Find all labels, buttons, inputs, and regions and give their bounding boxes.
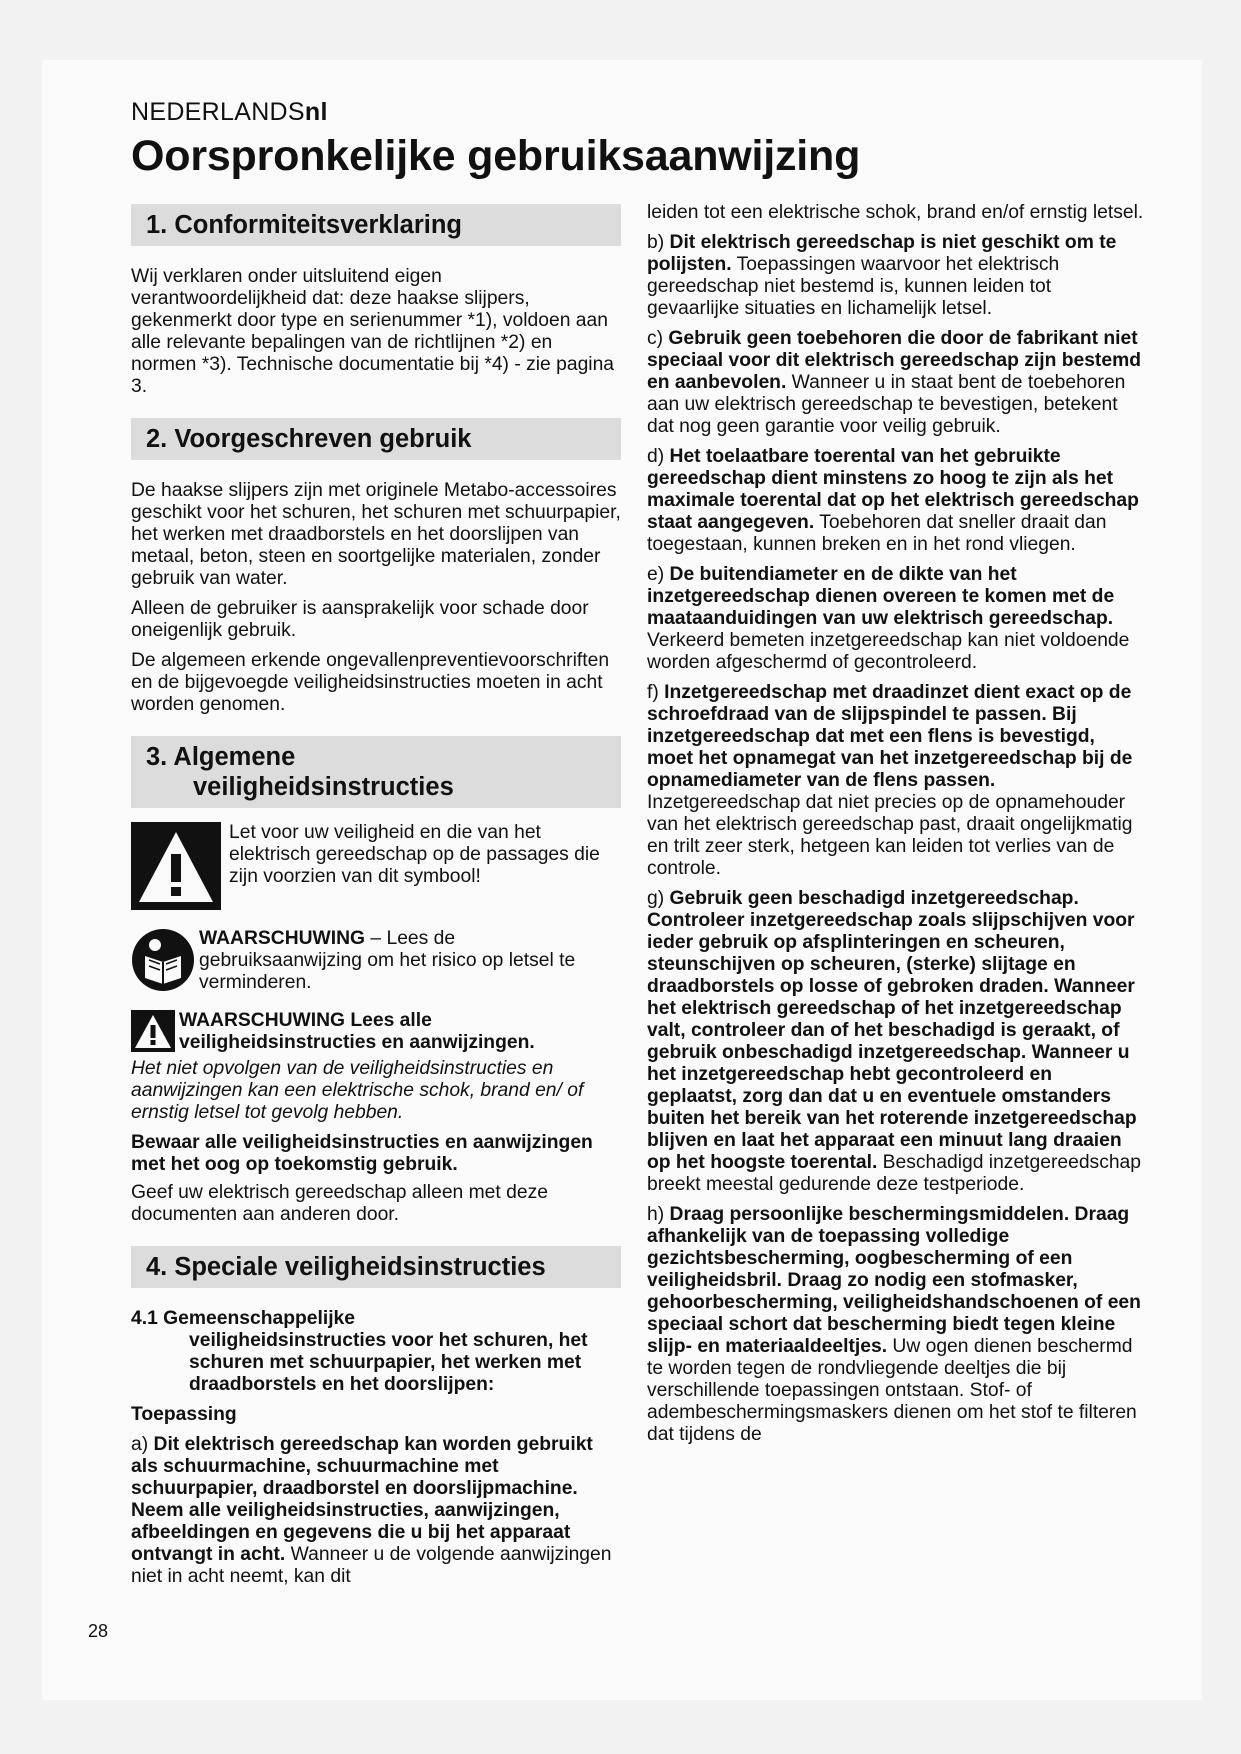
regulations-text: De algemeen erkende ongevallenpreventievoorschriften en de bijgevoegde veiligheidsinstructies moeten in acht worden genomen. bbox=[131, 650, 610, 715]
item-g: g) Gebruik geen beschadigd inzetgereedschap. Controleer inzetgereedschap zoals slijpschijven voor ieder gebruik op afsplinteringen en scheuren, steunschijven op scheuren, (sterke) slijtage en draadborstels op losse of gebroken draden. Wanneer het elektrisch gereedschap of het inzetgereedschap valt, controleer dan of het beschadigd is geraakt, of gebruik onbeschadigd inzetgereedschap. Wanneer u het inzetgereedschap hebt gecontroleerd en geplaatst, zorg dan dat u en eventuele omstanders buiten het bereik van het roterende inzetgereedschap blijven en laat het apparaat een minuut lang draaien op het hoogste toerental. Beschadigd inzetgereedschap breekt meestal gedurende deze testperiode. bbox=[647, 888, 1142, 1195]
warning-triangle-icon bbox=[131, 822, 229, 916]
symbol-note bbox=[131, 822, 621, 916]
page-number: 28 bbox=[88, 1621, 109, 1641]
subsection-4-1: 4.1 Gemeenschappelijke veiligheidsinstructies voor het schuren, het schuren met schuurpapier, het werken met draadborstels en het doorslijpen: bbox=[131, 1308, 588, 1395]
keep-instructions-text: Bewaar alle veiligheidsinstructies en aanwijzingen met het oog op toekomstig gebruik. bbox=[131, 1132, 593, 1175]
language-label: NEDERLANDSnl bbox=[131, 98, 328, 126]
section-heading-4: 4. Speciale veiligheidsinstructies bbox=[131, 1246, 621, 1288]
item-f: f) Inzetgereedschap met draadinzet dient exact op de schroefdraad van de slijpspindel te passen. Bij inzetgereedschap dat met een flens is bevestigd, moet het opnamegat van het inzetgereedschap bij de opnamediameter van de flens passen. Inzetgereedschap dat niet precies op de opnamehouder van het elektrisch gereedschap past, draait ongelijkmatig en trilt zeer sterk, hetgeen kan leiden tot verlies van de controle. bbox=[647, 682, 1133, 879]
item-d: d) Het toelaatbare toerental van het gebruikte gereedschap dient minstens zo hoog te zijn als het maximale toerental dat op het elektrisch gereedschap staat aangegeven. Toebehoren dat sneller draait dan toegestaan, kunnen breken en in het rond vliegen. bbox=[647, 446, 1139, 555]
symbol-note-text: Let voor uw veiligheid en die van het elektrisch gereedschap op de passages die zijn voorzien van dit symbool! bbox=[229, 822, 600, 887]
liability-text: Alleen de gebruiker is aansprakelijk voor schade door oneigenlijk gebruik. bbox=[131, 598, 589, 641]
section-heading-1: 1. Conformiteitsverklaring bbox=[131, 204, 621, 246]
pass-on-text: Geef uw elektrisch gereedschap alleen met deze documenten aan anderen door. bbox=[131, 1182, 548, 1225]
item-b: b) Dit elektrisch gereedschap is niet geschikt om te polijsten. Toepassingen waarvoor het elektrisch gereedschap niet bestemd is, kunnen leiden tot gevaarlijke situaties en lichamelijk letsel. bbox=[647, 232, 1117, 319]
left-column bbox=[131, 204, 621, 1596]
page-title: Oorspronkelijke gebruiksaanwijzing bbox=[131, 132, 861, 180]
section-heading-3: 3. Algemene veiligheidsinstructies bbox=[131, 736, 621, 808]
conformity-text: Wij verklaren onder uitsluitend eigen verantwoordelijkheid dat: deze haakse slijpers, gekenmerkt door type en serienummer *1), voldoen aan alle relevante bepalingen van de richtlijnen *2) en normen *3). Technische documentatie bij *4) - zie pagina 3. bbox=[131, 266, 615, 397]
item-e: e) De buitendiameter en de dikte van het inzetgereedschap dienen overeen te komen met de maataanduidingen van uw elektrisch gereedschap. Verkeerd bemeten inzetgereedschap kan niet voldoende worden afgeschermd of gecontroleerd. bbox=[647, 564, 1130, 673]
language-code: nl bbox=[304, 98, 328, 126]
general-warning-text: Het niet opvolgen van de veiligheidsinstructies en aanwijzingen kan een elektrische schok, brand en/ of ernstig letsel tot gevolg hebben. bbox=[131, 1058, 584, 1123]
warning-small-icon bbox=[131, 1010, 179, 1058]
item-h: h) Draag persoonlijke beschermingsmiddelen. Draag afhankelijk van de toepassing volledige gezichtsbescherming, oogbescherming of een veiligheidsbril. Draag zo nodig een stofmasker, gehoorbescherming, veiligheidshandschoenen of een speciaal schort dat bescherming biedt tegen kleine slijp- en materiaaldeeltjes. Uw ogen dienen beschermd te worden tegen de rondvliegende deeltjes die bij verschillende toepassingen ontstaan. Stof- of adembeschermingsmaskers dienen om het stof te filteren dat tijdens de bbox=[647, 1204, 1141, 1445]
section-heading-2: 2. Voorgeschreven gebruik bbox=[131, 418, 621, 460]
application-label: Toepassing bbox=[131, 1404, 237, 1425]
right-column bbox=[647, 202, 1145, 1454]
read-manual-icon bbox=[131, 928, 199, 998]
intended-use-text: De haakse slijpers zijn met originele Metabo-accessoires geschikt voor het schuren, het schuren met schuurpapier, het werken met draadborstels en het doorslijpen van metaal, beton, steen en soortgelijke materialen, zonder gebruik van water. bbox=[131, 480, 621, 589]
general-warning: WAARSCHUWING Lees alle veiligheidsinstructies en aanwijzingen. bbox=[131, 1010, 621, 1058]
item-c: c) Gebruik geen toebehoren die door de fabrikant niet speciaal voor dit elektrisch gereedschap zijn bestemd en aanbevolen. Wanneer u in staat bent de toebehoren aan uw elektrisch gereedschap te bevestigen, betekent dat nog geen garantie voor veilig gebruik. bbox=[647, 328, 1141, 437]
item-a: a) Dit elektrisch gereedschap kan worden gebruikt als schuurmachine, schuurmachine met schuurpapier, draadborstel en doorslijpmachine. Neem alle veiligheidsinstructies, aanwijzingen, afbeeldingen en gegevens die u bij het apparaat ontvangt in acht. Wanneer u de volgende aanwijzingen niet in acht neemt, kan dit bbox=[131, 1434, 612, 1587]
continued-text: leiden tot een elektrische schok, brand en/of ernstig letsel. bbox=[647, 202, 1144, 223]
manual-warning: WAARSCHUWING – Lees de gebruiksaanwijzing om het risico op letsel te verminderen. bbox=[131, 928, 621, 998]
